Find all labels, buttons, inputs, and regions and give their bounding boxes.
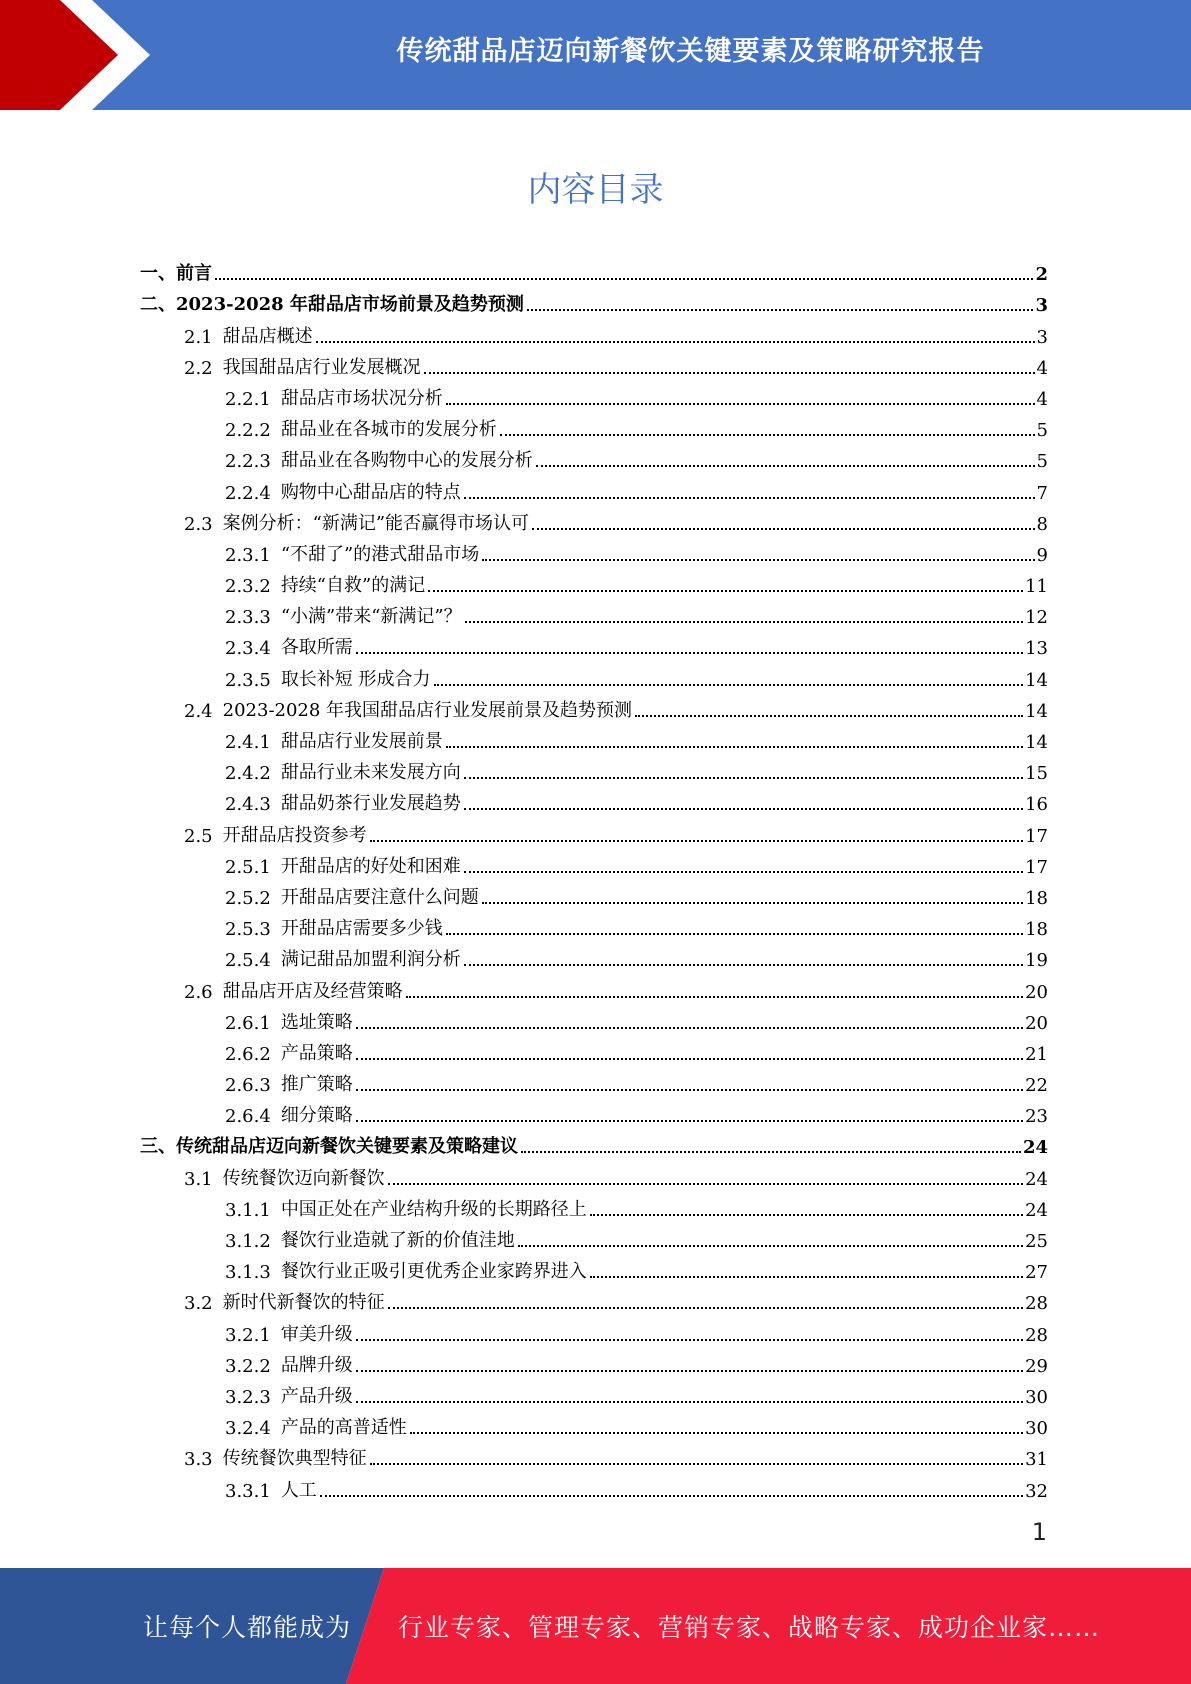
toc-entry-page: 29 (1025, 1355, 1048, 1377)
toc-entry-number: 2.5.4 (225, 950, 271, 972)
toc-entry[interactable] (140, 1470, 1048, 1501)
toc-dot-leader (532, 528, 1035, 530)
toc-entry-number: 2.6.2 (225, 1043, 271, 1065)
toc-dot-leader (356, 1370, 1023, 1372)
toc-entry-number: 2.2.2 (225, 420, 271, 442)
toc-dot-leader (482, 902, 1023, 904)
toc-entry-label: 取长补短 形成合力 (280, 668, 431, 690)
toc-entry-label: 品牌升级 (280, 1354, 353, 1376)
toc-entry-page: 25 (1025, 1231, 1048, 1252)
toc-dot-leader (482, 559, 1034, 561)
toc-dot-leader (356, 1089, 1023, 1091)
toc-entry-page: 4 (1036, 357, 1048, 379)
toc-entry-label: 选址策略 (280, 1011, 353, 1033)
toc-entry-number: 2.6.4 (225, 1106, 271, 1128)
toc-dot-leader (428, 590, 1023, 592)
toc-entry-page: 13 (1025, 638, 1048, 660)
toc-entry-page: 17 (1025, 825, 1048, 847)
toc-entry-number: 3.3.1 (225, 1480, 271, 1502)
toc-entry-label: 传统甜品店迈向新餐饮关键要素及策略建议 (176, 1136, 518, 1158)
toc-dot-leader (635, 715, 1023, 717)
toc-entry[interactable] (140, 815, 1048, 846)
toc-entry[interactable] (140, 504, 1048, 535)
toc-entry-page: 31 (1025, 1449, 1048, 1471)
toc-entry-label: 甜品业在各购物中心的发展分析 (280, 450, 533, 472)
toc-entry-page: 12 (1025, 607, 1048, 629)
toc-entry-page: 14 (1025, 732, 1048, 753)
toc-entry-number: 三、 (140, 1136, 176, 1158)
toc-entry[interactable] (140, 410, 1048, 441)
toc-entry-number: 2.4.2 (225, 763, 271, 785)
toc-entry-number: 2.6 (184, 981, 213, 1003)
toc-entry[interactable] (140, 1439, 1048, 1470)
toc-entry[interactable] (140, 472, 1048, 503)
toc-entry-label: 甜品行业未来发展方向 (280, 762, 461, 784)
toc-entry[interactable] (140, 1283, 1048, 1314)
toc-entry[interactable] (140, 1190, 1048, 1221)
toc-entry-number: 2.5 (184, 825, 213, 847)
toc-entry-number: 2.2.1 (225, 388, 271, 410)
toc-dot-leader (370, 840, 1023, 842)
toc-entry-page: 9 (1036, 544, 1048, 566)
toc-entry-label: 甜品店概述 (222, 325, 313, 347)
toc-dot-leader (356, 1058, 1023, 1060)
toc-entry-number: 2.4.1 (225, 732, 271, 753)
toc-entry[interactable] (140, 971, 1048, 1002)
toc-entry[interactable] (140, 753, 1048, 784)
toc-entry-page: 28 (1025, 1293, 1048, 1315)
footer-slogan-right: 行业专家、管理专家、营销专家、战略专家、成功企业家…… (398, 1613, 1101, 1642)
toc-entry-label: 购物中心甜品店的特点 (280, 481, 461, 503)
toc-entry[interactable] (140, 659, 1048, 690)
toc-entry-page: 4 (1036, 388, 1048, 410)
toc-entry-page: 20 (1025, 981, 1048, 1003)
toc-dot-leader (464, 497, 1035, 499)
toc-entry-number: 3.2 (184, 1293, 213, 1315)
toc-entry-page: 2 (1035, 264, 1048, 286)
toc-entry-page: 3 (1035, 295, 1048, 317)
toc-dot-leader (446, 933, 1023, 935)
toc-dot-leader (500, 434, 1035, 436)
toc-entry[interactable] (140, 379, 1048, 410)
toc-entry[interactable] (140, 1158, 1048, 1189)
toc-entry-page: 14 (1025, 669, 1048, 691)
toc-dot-leader (356, 1120, 1023, 1122)
toc-entry[interactable] (140, 1065, 1048, 1096)
toc-dot-leader (527, 309, 1034, 311)
toc-entry[interactable] (140, 1003, 1048, 1034)
toc-dot-leader (316, 341, 1035, 343)
toc-entry-label: 开甜品店投资参考 (222, 824, 367, 846)
toc-entry-number: 2.2.3 (225, 451, 271, 473)
toc-entry[interactable] (140, 940, 1048, 971)
toc-entry-number: 二、 (140, 294, 176, 316)
toc-dot-leader (356, 1339, 1023, 1341)
toc-dot-leader (536, 465, 1035, 467)
toc-entry-label: 细分策略 (280, 1105, 353, 1127)
toc-entry[interactable] (140, 1408, 1048, 1439)
toc-entry-label: 产品升级 (280, 1385, 353, 1407)
toc-entry-label: 新时代新餐饮的特征 (222, 1292, 385, 1314)
toc-entry-page: 15 (1025, 763, 1048, 785)
toc-entry[interactable] (140, 909, 1048, 940)
toc-entry-number: 3.1 (184, 1168, 213, 1190)
toc-entry[interactable] (140, 316, 1048, 347)
toc-entry-label: 产品的高普适性 (280, 1417, 407, 1439)
toc-entry-page: 30 (1025, 1418, 1048, 1440)
toc-entry-number: 一、 (140, 263, 176, 285)
toc-entry-page: 5 (1036, 451, 1048, 473)
toc-entry-page: 14 (1025, 700, 1048, 722)
toc-entry-page: 28 (1025, 1324, 1048, 1346)
toc-entry-page: 32 (1025, 1480, 1048, 1502)
toc-entry-number: 3.1.2 (225, 1231, 271, 1252)
toc-dot-leader (356, 1027, 1023, 1029)
toc-entry-page: 21 (1025, 1043, 1048, 1065)
toc-entry-page: 24 (1025, 1199, 1048, 1221)
toc-entry-label: 餐饮行业正吸引更优秀企业家跨界进入 (280, 1261, 587, 1283)
toc-entry-page: 20 (1025, 1012, 1048, 1034)
header-band (0, 0, 1191, 110)
toc-entry[interactable] (140, 285, 1048, 316)
toc-dot-leader (320, 1495, 1023, 1497)
toc-entry-number: 3.1.3 (225, 1262, 271, 1284)
footer-slogan-left: 让每个人都能成为 (143, 1613, 352, 1642)
toc-entry-number: 2.3.2 (225, 576, 271, 598)
toc-entry-page: 8 (1036, 513, 1048, 535)
toc-entry-label: 开甜品店需要多少钱 (280, 918, 443, 940)
toc-entry-page: 11 (1025, 576, 1048, 598)
toc-entry-page: 30 (1025, 1386, 1048, 1408)
toc-entry-label: 前言 (176, 263, 212, 285)
toc-dot-leader (464, 871, 1023, 873)
toc-entry-label: 开甜品店的好处和困难 (280, 855, 461, 877)
toc-entry-number: 3.2.1 (225, 1324, 271, 1346)
toc-entry-page: 18 (1025, 919, 1048, 941)
toc-entry[interactable] (140, 1034, 1048, 1065)
toc-entry-page: 18 (1025, 887, 1048, 909)
toc-dot-leader (464, 808, 1023, 810)
toc-dot-leader (465, 621, 1023, 623)
toc-heading: 内容目录 (527, 170, 664, 210)
toc-dot-leader (370, 1463, 1023, 1465)
toc-entry-number: 2.3.3 (225, 607, 271, 629)
toc-entry-page: 7 (1036, 482, 1048, 504)
toc-entry[interactable] (140, 1096, 1048, 1127)
toc-entry-page: 22 (1025, 1075, 1048, 1097)
toc-entry-label: 推广策略 (280, 1074, 353, 1096)
toc-entry-label: 甜品店市场状况分析 (280, 387, 443, 409)
footer-band (0, 1568, 1191, 1684)
toc-entry-page: 3 (1036, 326, 1048, 348)
toc-entry[interactable] (140, 535, 1048, 566)
toc-dot-leader (410, 1432, 1023, 1434)
toc-dot-leader (388, 1307, 1023, 1309)
toc-entry-label: 产品策略 (280, 1042, 353, 1064)
toc-entry-label: 2023-2028 年甜品店市场前景及趋势预测 (176, 294, 524, 316)
toc-entry-number: 2.3.5 (225, 669, 271, 691)
toc-entry-label: 满记甜品加盟利润分析 (280, 949, 461, 971)
toc-entry-number: 2.1 (184, 326, 213, 348)
toc-entry-number: 2.4 (184, 700, 213, 722)
toc-entry-number: 3.1.1 (225, 1199, 271, 1221)
toc-entry-label: “小满”带来“新满记”？ (280, 606, 462, 628)
toc-dot-leader (590, 1214, 1023, 1216)
toc-entry-number: 3.2.2 (225, 1355, 271, 1377)
toc-entry[interactable] (140, 784, 1048, 815)
toc-entry-page: 19 (1025, 950, 1048, 972)
toc-entry-label: 甜品奶茶行业发展趋势 (280, 793, 461, 815)
toc-entry-number: 2.3.1 (225, 544, 271, 566)
toc-entry[interactable] (140, 566, 1048, 597)
toc-entry[interactable] (140, 1127, 1048, 1158)
report-title: 传统甜品店迈向新餐饮关键要素及策略研究报告 (396, 36, 985, 67)
toc-entry[interactable] (140, 597, 1048, 628)
toc-dot-leader (424, 372, 1035, 374)
page-number: 1 (1031, 1518, 1047, 1546)
toc-dot-leader (464, 964, 1023, 966)
toc-entry-number: 2.6.3 (225, 1075, 271, 1097)
toc-dot-leader (356, 1401, 1023, 1403)
toc-entry[interactable] (140, 722, 1048, 753)
toc-entry-label: 甜品业在各城市的发展分析 (280, 419, 497, 441)
toc-dot-leader (521, 1151, 1021, 1153)
toc-entry-label: 持续“自救”的满记 (280, 575, 426, 597)
toc-entry-number: 2.6.1 (225, 1012, 271, 1034)
toc-entry[interactable] (140, 628, 1048, 659)
toc-entry-label: 我国甜品店行业发展概况 (222, 356, 421, 378)
toc-entry-number: 2.2.4 (225, 482, 271, 504)
toc-entry-label: 中国正处在产业结构升级的长期路径上 (280, 1198, 587, 1220)
toc-entry-label: 各取所需 (280, 637, 353, 659)
toc-dot-leader (518, 1245, 1023, 1247)
toc-entry-page: 24 (1022, 1137, 1048, 1159)
toc-dot-leader (446, 403, 1035, 405)
toc-entry[interactable] (140, 691, 1048, 722)
toc-entry[interactable] (140, 441, 1048, 472)
toc-dot-leader (356, 652, 1023, 654)
toc-dot-leader (215, 278, 1033, 280)
toc-dot-leader (446, 746, 1023, 748)
toc-entry-label: 甜品店开店及经营策略 (222, 980, 403, 1002)
toc-entry-number: 3.2.4 (225, 1418, 271, 1440)
toc-entry-number: 3.2.3 (225, 1386, 271, 1408)
toc-entry-number: 2.5.3 (225, 919, 271, 941)
toc-entry-label: 餐饮行业造就了新的价值洼地 (280, 1230, 515, 1251)
toc-entry[interactable] (140, 1221, 1048, 1252)
toc-dot-leader (406, 996, 1023, 998)
toc-entry-label: 传统餐饮典型特征 (222, 1448, 367, 1470)
toc-entry-label: “不甜了”的港式甜品市场 (280, 543, 480, 565)
toc-entry-number: 2.5.1 (225, 856, 271, 878)
toc-entry-label: 传统餐饮迈向新餐饮 (222, 1167, 385, 1189)
toc-entry[interactable] (140, 348, 1048, 379)
toc-entry[interactable] (140, 847, 1048, 878)
toc-entry-label: 案例分析：“新满记”能否赢得市场认可 (222, 512, 530, 534)
toc-entry-page: 27 (1025, 1262, 1048, 1284)
toc-entry[interactable] (140, 1346, 1048, 1377)
toc-dot-leader (434, 684, 1024, 686)
toc-entry[interactable] (140, 1314, 1048, 1345)
toc-dot-leader (464, 777, 1023, 779)
toc-entry-page: 5 (1036, 420, 1048, 442)
toc-entry-number: 2.5.2 (225, 887, 271, 909)
toc-entry[interactable] (140, 1377, 1048, 1408)
toc-entry-label: 2023-2028 年我国甜品店行业发展前景及趋势预测 (222, 699, 633, 721)
toc-entry-number: 2.2 (184, 357, 213, 379)
toc-entry-label: 甜品店行业发展前景 (280, 731, 443, 752)
toc-entry-number: 2.3.4 (225, 638, 271, 660)
toc-entry-page: 24 (1025, 1168, 1048, 1190)
toc-entry-page: 17 (1025, 856, 1048, 878)
toc-entry-label: 审美升级 (280, 1323, 353, 1345)
toc-entry[interactable] (140, 878, 1048, 909)
toc-entry-label: 开甜品店要注意什么问题 (280, 886, 479, 908)
toc-entry-page: 23 (1025, 1106, 1048, 1128)
toc-entry-page: 16 (1025, 794, 1048, 816)
toc-entry-number: 2.3 (184, 513, 213, 535)
table-of-contents (140, 254, 1048, 1502)
toc-entry[interactable] (140, 1252, 1048, 1283)
toc-dot-leader (590, 1276, 1023, 1278)
toc-entry-number: 3.3 (184, 1449, 213, 1471)
toc-entry[interactable] (140, 254, 1048, 285)
toc-entry-number: 2.4.3 (225, 794, 271, 816)
toc-dot-leader (388, 1183, 1023, 1185)
toc-entry-label: 人工 (280, 1479, 317, 1501)
